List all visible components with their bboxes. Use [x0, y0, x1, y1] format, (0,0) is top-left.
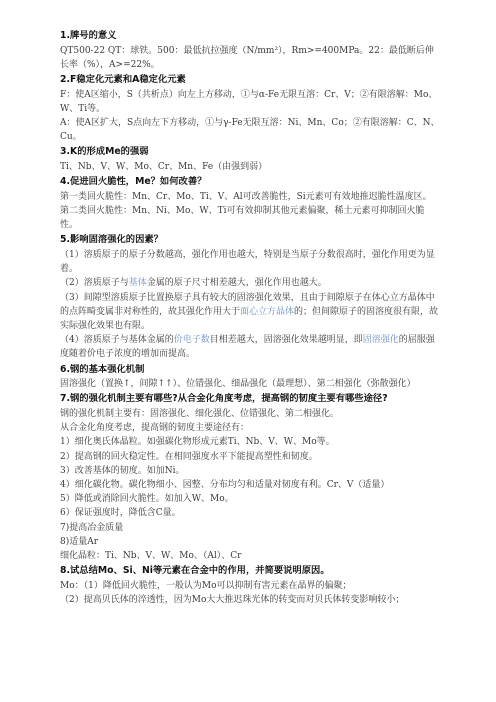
section-7-mechanisms: 钢的强化机制主要有：固溶强化、细化强化、位错强化、第二相强化。: [60, 409, 340, 420]
section-5-item-2: （2）溶质原子与基体金属的原子尺寸相差越大，强化作用也越大。: [60, 278, 327, 289]
section-3-title: 3.K的形成Me的强弱: [60, 146, 149, 158]
section-7-item-4: 4）细化碳化物。碳化物细小、园整、分布均匀和适量对韧度有利。Cr、V（适量）: [60, 480, 390, 491]
section-5-item-1: （1）溶质原子的原子分数越高，强化作用也越大，特别是当原子分数很高时，强化作用更为显着。: [60, 250, 435, 275]
link-valence-electrons[interactable]: 价电子数: [173, 335, 210, 346]
section-7-intro: 从合金化角度考虑，提高钢的韧度主要途径有：: [60, 423, 250, 434]
section-8-mo-1: Mo：（1）降低回火脆性，一般认为Mo可以抑制有害元素在晶界的偏聚；: [60, 580, 352, 591]
section-6-title: 6.钢的基本强化机制: [60, 363, 145, 375]
section-7-item-8: 8)适量Ar: [60, 536, 99, 547]
section-7-item-6: 6）保证强度时，降低含C量。: [60, 508, 181, 519]
section-7-grain-refinement: 细化晶粒：Ti、Nb、V、W、Mo、（Al）、Cr: [60, 551, 242, 562]
section-3-text: Ti、Nb、V、W、Mo、Cr、Mn、Fe（由强到弱）: [60, 162, 268, 172]
section-6-text: 固溶强化（置换↑，间隙↑↑）、位错强化、细晶强化（最理想）、第二相强化（弥散强化）: [60, 379, 416, 390]
section-1-title: 1.牌号的意义: [60, 30, 117, 41]
section-8-title: 8.试总结Mo、Si、Ni等元素在合金中的作用，并简要说明原因。: [60, 565, 330, 577]
link-matrix[interactable]: 基体: [128, 278, 147, 289]
section-4-title: 4.促进回火脆性，Me？如何改善？: [60, 176, 207, 188]
link-fcc-crystal[interactable]: 面心立方晶体: [240, 306, 295, 317]
section-4-second-brittleness: 第二类回火脆性：Mn、Ni、Mo、W、Ti可有效抑制其他元素偏聚，稀土元素可抑制回火脆性。: [60, 206, 425, 231]
section-4-first-brittleness: 第一类回火脆性：Mn、Cr、Mo、Ti、V、Al可改善脆性，Si元素可有效地推迟脆性温度区。: [60, 191, 432, 202]
section-1-text: QT500-22 QT：球铁。500：最低抗拉强度（N/mm²），Rm>=400MPa。22：最低断后伸长率（%），A>=22%。: [60, 45, 434, 70]
section-2-ferrite-text: F：使A区缩小，S（共析点）向左上方移动，①与α-Fe无限互溶：Cr、V；②有限溶解：Mo、W、Ti等。: [60, 89, 438, 114]
section-2-austenite-text: A：使A区扩大，S点向左下方移动，①与γ-Fe无限互溶：Ni、Mn、Co；②有限溶解：C、N、Cu。: [60, 118, 440, 143]
document-page: [60, 28, 440, 607]
section-7-item-5: 5）降低或消除回火脆性。如加入W、Mo。: [60, 494, 234, 505]
section-2-title: 2.F稳定化元素和A稳定化元素: [60, 74, 186, 85]
section-7-item-1: 1）细化奥氏体晶粒。如强碳化物形成元素Ti、Nb、V、W、Mo等。: [60, 437, 335, 448]
section-5-title: 5.影响固溶强化的因素？: [60, 234, 163, 246]
section-5-item-4: （4）溶质原子与基体金属的价电子数目相差越大，固溶强化效果越明显，即固溶强化的屈服强度随着价电子浓度的增加而提高。: [60, 335, 435, 360]
section-7-item-3: 3）改善基体的韧度。如加Ni。: [60, 465, 185, 476]
section-8-mo-2: （2）提高贝氏体的淬透性，因为Mo大大推迟珠光体的转变而对贝氏体转变影响较小；: [60, 595, 405, 606]
section-7-item-7: 7)提高冶金质量: [60, 522, 124, 533]
section-7-title: 7.钢的强化机制主要有哪些?从合金化角度考虑，提高钢的韧度主要有哪些途径?: [60, 393, 388, 405]
section-7-item-2: 2）提高钢的回火稳定性。在相同强度水平下能提高塑性和韧度。: [60, 451, 318, 462]
link-solid-solution[interactable]: 固溶强化: [362, 335, 399, 346]
section-5-item-3: （3）间隙型溶质原子比置换原子具有较大的固溶强化效果，且由于间隙原子在体心立方晶体中的点阵畸变属非对称性的，故其强化作用大于面心立方晶体的；但间隙原子的固溶度很有限，故实际强化效果也有限。: [60, 292, 439, 332]
